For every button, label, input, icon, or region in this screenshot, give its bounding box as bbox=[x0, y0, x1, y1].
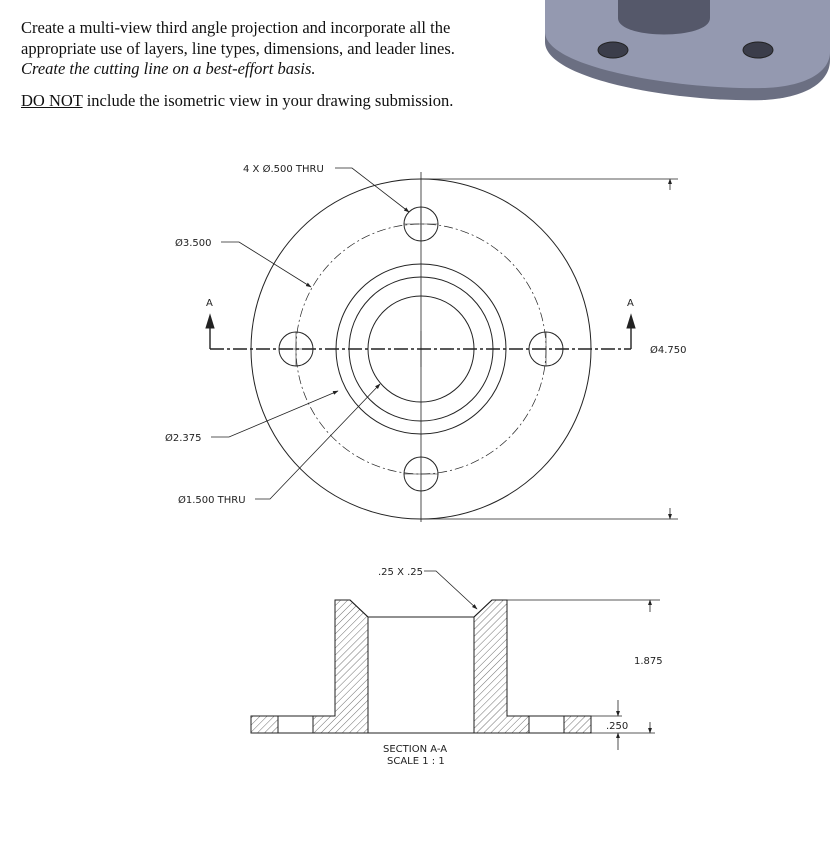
section-title: SECTION A-A bbox=[383, 744, 448, 755]
do-not-text: DO NOT bbox=[21, 90, 83, 110]
height-dim-text: 1.875 bbox=[634, 656, 663, 667]
instruction-line-3: Create the cutting line on a best-effort basis. bbox=[21, 59, 316, 78]
thickness-dim-text: .250 bbox=[606, 721, 629, 732]
section-outline bbox=[251, 600, 591, 733]
section-hatch-left bbox=[251, 600, 368, 733]
section-view-annotations bbox=[378, 567, 663, 767]
cutting-arrow-right bbox=[627, 315, 635, 328]
top-view-annotations bbox=[165, 163, 687, 506]
iso-bolt-hole-right bbox=[743, 42, 773, 58]
cutting-arrow-left bbox=[206, 315, 214, 328]
isometric-flange-image bbox=[545, 0, 830, 100]
outer-dim-text: Ø4.750 bbox=[650, 345, 687, 356]
bore-leader bbox=[255, 384, 380, 499]
bore-dim-text: Ø1.500 THRU bbox=[178, 495, 246, 506]
isometric-note: include the isometric view in your drawing submission. bbox=[82, 90, 454, 110]
hole-callout-text: 4 X Ø.500 THRU bbox=[243, 164, 324, 175]
hub-od-dim-text: Ø2.375 bbox=[165, 433, 202, 444]
chamfer-leader bbox=[424, 571, 477, 609]
hub-od-leader bbox=[211, 391, 338, 437]
instruction-line-1: Create a multi-view third angle projection and incorporate all the bbox=[21, 18, 451, 37]
iso-bolt-hole-left bbox=[598, 42, 628, 58]
chamfer-callout-text: .25 X .25 bbox=[378, 567, 424, 578]
section-label-left: A bbox=[206, 298, 213, 309]
top-view bbox=[206, 168, 678, 522]
section-view bbox=[251, 571, 660, 750]
instruction-line-2: appropriate use of layers, line types, dimensions, and leader lines. bbox=[21, 38, 455, 58]
bolt-circle-dim-text: Ø3.500 bbox=[175, 238, 212, 249]
section-label-right: A bbox=[627, 298, 634, 309]
section-scale: SCALE 1 : 1 bbox=[387, 756, 445, 767]
section-hatch-right bbox=[474, 600, 591, 733]
hole-callout-leader bbox=[335, 168, 409, 212]
